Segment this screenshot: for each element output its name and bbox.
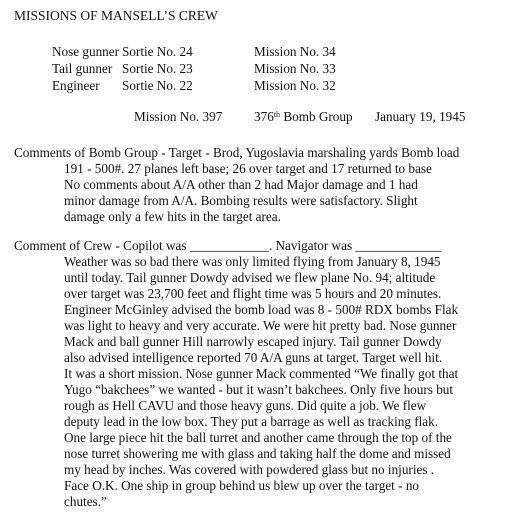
comment-line: It was a short mission. Nose gunner Mack commented “We finally got that xyxy=(64,366,459,381)
crew-row-tail-gunner xyxy=(52,61,412,77)
crew-sortie: Sortie No. 24 xyxy=(122,44,193,59)
crew-comments xyxy=(14,238,458,510)
comment-line: until today. Tail gunner Dowdy advised we flew plane No. 94; altitude xyxy=(64,270,436,285)
comment-line: deputy lead in the low box. They put a barrage as well as tracking flak. xyxy=(64,414,439,429)
bomb-group xyxy=(254,109,353,125)
comment-line: damage only a few hits in the target area. xyxy=(64,209,281,224)
comment-line: rough as Hell CAVU and those heavy guns. Did quite a job. We flew xyxy=(64,398,427,413)
comment-line: Mack and ball gunner Hill narrowly escaped injury. Tail gunner Dowdy xyxy=(64,334,442,349)
comment-line: Comments of Bomb Group - Target - Brod, Yugoslavia marshaling yards Bomb load xyxy=(14,145,460,160)
page-title: MISSIONS OF MANSELL’S CREW xyxy=(14,8,218,23)
comment-line: Comment of Crew - Copilot was ____________. Navigator was _____________ xyxy=(14,238,442,253)
crew-row-nose-gunner xyxy=(52,44,412,60)
comment-line: Yugo “bakchees” we wanted - but it wasn’t bakchees. Only five hours but xyxy=(64,382,454,397)
comment-line: chutes.” xyxy=(64,494,107,509)
comment-line: minor damage from A/A. Bombing results were satisfactory. Slight xyxy=(64,193,418,208)
crew-role: Tail gunner xyxy=(52,61,113,76)
comment-line: was light to heavy and very accurate. We were hit pretty bad. Nose gunner xyxy=(64,318,457,333)
crew-role: Nose gunner xyxy=(52,44,120,59)
comment-line: One large piece hit the ball turret and another came through the top of the xyxy=(64,430,452,445)
crew-row-engineer xyxy=(52,78,412,94)
bomb-group-number: 376 xyxy=(254,109,274,124)
mission-number: Mission No. 397 xyxy=(134,109,223,124)
crew-sortie: Sortie No. 22 xyxy=(122,78,193,93)
crew-role: Engineer xyxy=(52,78,100,93)
crew-mission: Mission No. 33 xyxy=(254,61,336,76)
comment-line: Weather was so bad there was only limited flying from January 8, 1945 xyxy=(64,254,441,269)
comment-line: Engineer McGinley advised the bomb load was 8 - 500# RDX bombs Flak xyxy=(64,302,459,317)
crew-mission: Mission No. 32 xyxy=(254,78,336,93)
comment-line: my head by inches. Was covered with powdered glass but no injuries . xyxy=(64,462,435,477)
comment-line: over target was 23,700 feet and flight time was 5 hours and 20 minutes. xyxy=(64,286,442,301)
crew-sortie: Sortie No. 23 xyxy=(122,61,193,76)
comment-line: 191 - 500#. 27 planes left base; 26 over target and 17 returned to base xyxy=(64,161,432,176)
bomb-group-comments xyxy=(14,145,459,225)
comment-line: also advised intelligence reported 70 A/A guns at target. Target well hit. xyxy=(64,350,443,365)
bomb-group-ordinal: th xyxy=(273,110,281,119)
mission-date: January 19, 1945 xyxy=(375,109,466,124)
comment-line: No comments about A/A other than 2 had Major damage and 1 had xyxy=(64,177,418,192)
crew-mission: Mission No. 34 xyxy=(254,44,336,59)
bomb-group-label: Bomb Group xyxy=(280,109,353,124)
comment-line: nose turret showering me with glass and taking half the dome and missed xyxy=(64,446,451,461)
comment-line: Face O.K. One ship in group behind us blew up over the target - no xyxy=(64,478,420,493)
